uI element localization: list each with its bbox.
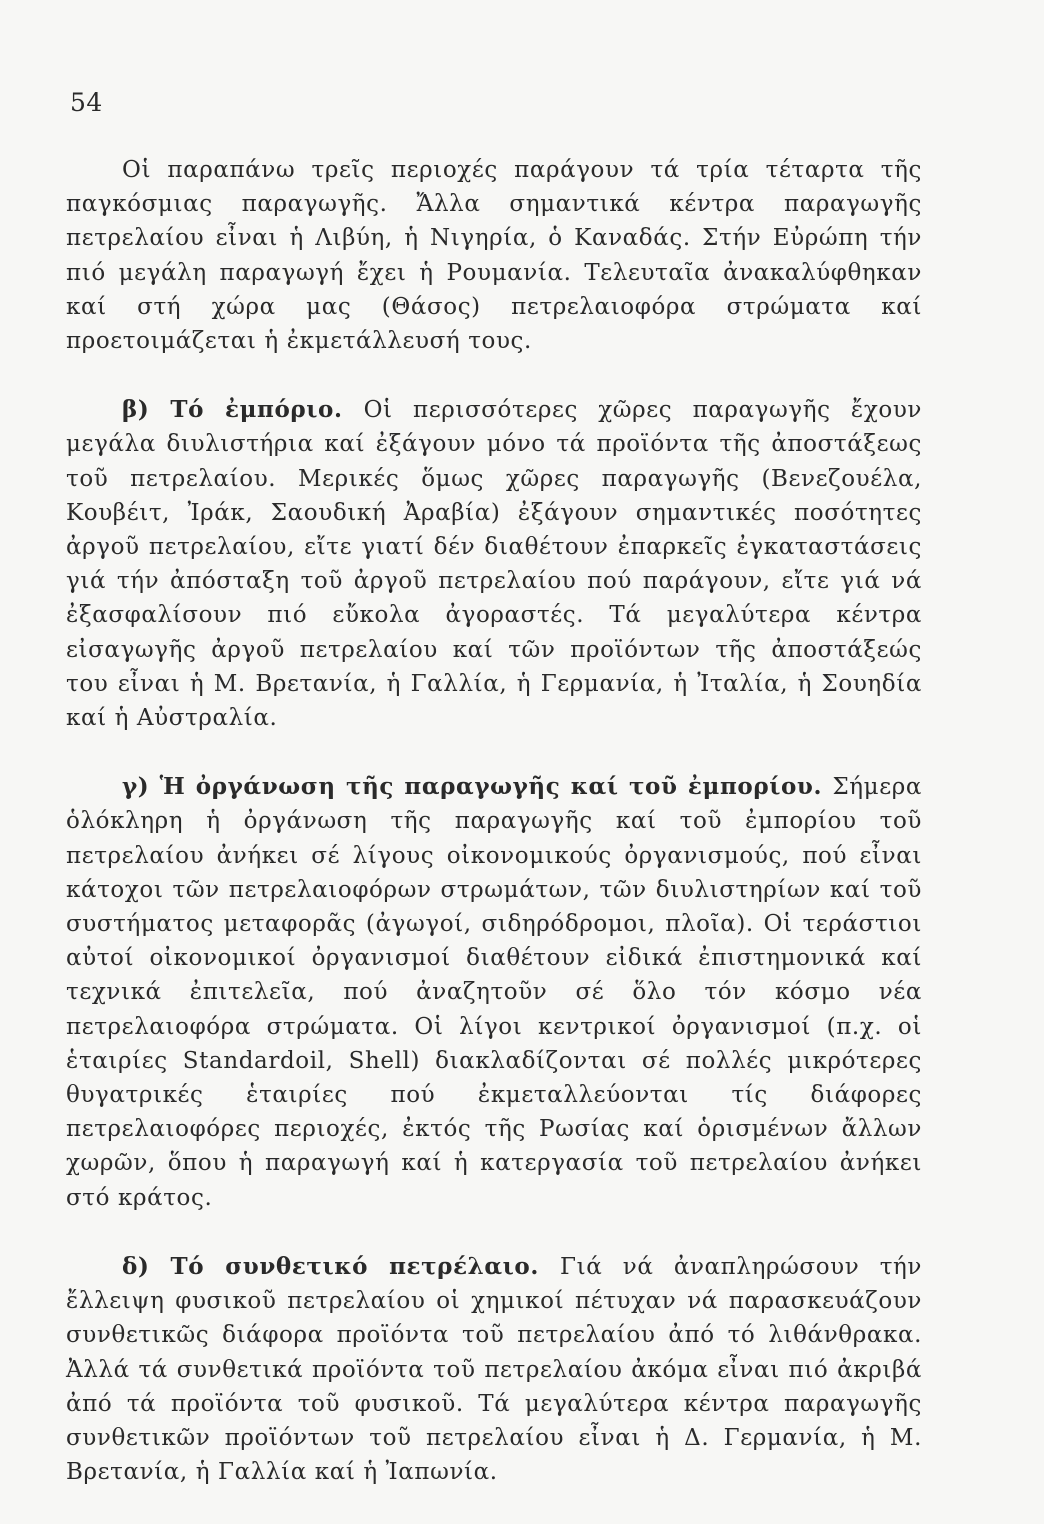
paragraph-text: Σήμερα ὁλόκληρη ἡ ὀργάνωση τῆς παραγωγῆς καί τοῦ ἐμπορίου τοῦ πετρελαίου ἀνήκει σέ λίγους οἰκονομικούς ὀργανισμούς, πού εἶναι κάτοχοι τῶν πετρελαιοφόρων στρωμάτων, τῶν διυλιστηρίων καί τοῦ συστήματος μεταφορᾶς (ἀγωγοί, σιδηρόδρομοι, πλοῖα). Οἱ τεράστιοι αὐτοί οἰκονομικοί ὀργανισμοί διαθέτουν εἰδικά ἐπιστημονικά καί τεχνικά ἐπιτελεῖα, πού ἀναζητοῦν σέ ὅλο τόν κόσμο νέα πετρελαιοφόρα στρώματα. Οἱ λίγοι κεντρικοί ὀργανισμοί (π.χ. οἱ ἑταιρίες Standardoil, Shell) διακλαδίζονται σέ πολλές μικρότερες θυγατρικές ἑταιρίες πού ἐκμεταλλεύονται τίς διάφορες πετρελαιοφόρες περιοχές, ἐκτός τῆς Ρωσίας καί ὁρισμένων ἄλλων χωρῶν, ὅπου ἡ παραγωγή καί ἡ κατεργασία τοῦ πετρελαίου ἀνήκει στό κράτος. [66, 774, 922, 1211]
paragraph-text: Γιά νά ἀναπληρώσουν τήν ἔλλειψη φυσικοῦ πετρελαίου οἱ χημικοί πέτυχαν νά παρασκευάζουν συνθετικῶς διάφορα προϊόντα τοῦ πετρελαίου ἀπό τό λιθάνθρακα. Ἀλλά τά συνθετικά προϊόντα τοῦ πετρελαίου ἀκόμα εἶναι πιό ἀκριβά ἀπό τά προϊόντα τοῦ φυσικοῦ. Τά μεγαλύτερα κέντρα παραγωγῆς συνθετικῶν προϊόντων τοῦ πετρελαίου εἶναι ἡ Δ. Γερμανία, ἡ Μ. Βρετανία, ἡ Γαλλία καί ἡ Ἰαπωνία. [66, 1253, 922, 1486]
section-heading-trade: β) Τό ἐμπόριο. [122, 396, 364, 424]
paragraph-synthetic-oil [66, 1250, 922, 1489]
section-heading-synthetic-oil: δ) Τό συνθετικό πετρέλαιο. [122, 1252, 561, 1280]
paragraph-production-regions [66, 153, 922, 358]
paragraph-text: Οἱ παραπάνω τρεῖς περιοχές παράγουν τά τρία τέταρτα τῆς παγκόσμιας παραγωγῆς. Ἄλλα σημαντικά κέντρα παραγωγῆς πετρελαίου εἶναι ἡ Λιβύη, ἡ Νιγηρία, ὁ Καναδάς. Στήν Εὐρώπη τήν πιό μεγάλη παραγωγή ἔχει ἡ Ρουμανία. Τελευταῖα ἀνακαλύφθηκαν καί στή χώρα μας (Θάσος) πετρελαιοφόρα στρώματα καί προετοιμάζεται ἡ ἐκμετάλλευσή τους. [66, 157, 922, 355]
paragraph-trade [66, 393, 922, 735]
page-number: 54 [70, 88, 103, 117]
section-heading-organization: γ) Ἡ ὀργάνωση τῆς παραγωγῆς καί τοῦ ἐμπορίου. [122, 773, 833, 801]
body-text [66, 153, 922, 1524]
paragraph-organization [66, 770, 922, 1215]
paragraph-text: Οἱ περισσότερες χῶρες παραγωγῆς ἔχουν μεγάλα διυλιστήρια καί ἐξάγουν μόνο τά προϊόντα τῆς ἀποστάξεως τοῦ πετρελαίου. Μερικές ὅμως χῶρες παραγωγῆς (Βενεζουέλα, Κουβέιτ, Ἰράκ, Σαουδική Ἀραβία) ἐξάγουν σημαντικές ποσότητες ἀργοῦ πετρελαίου, εἴτε γιατί δέν διαθέτουν ἐπαρκεῖς ἐγκαταστάσεις γιά τήν ἀπόσταξη τοῦ ἀργοῦ πετρελαίου πού παράγουν, εἴτε γιά νά ἐξασφαλίσουν πιό εὔκολα ἀγοραστές. Τά μεγαλύτερα κέντρα εἰσαγωγῆς ἀργοῦ πετρελαίου καί τῶν προϊόντων τῆς ἀποστάξεώς του εἶναι ἡ Μ. Βρετανία, ἡ Γαλλία, ἡ Γερμανία, ἡ Ἰταλία, ἡ Σουηδία καί ἡ Αὐστραλία. [66, 397, 922, 732]
